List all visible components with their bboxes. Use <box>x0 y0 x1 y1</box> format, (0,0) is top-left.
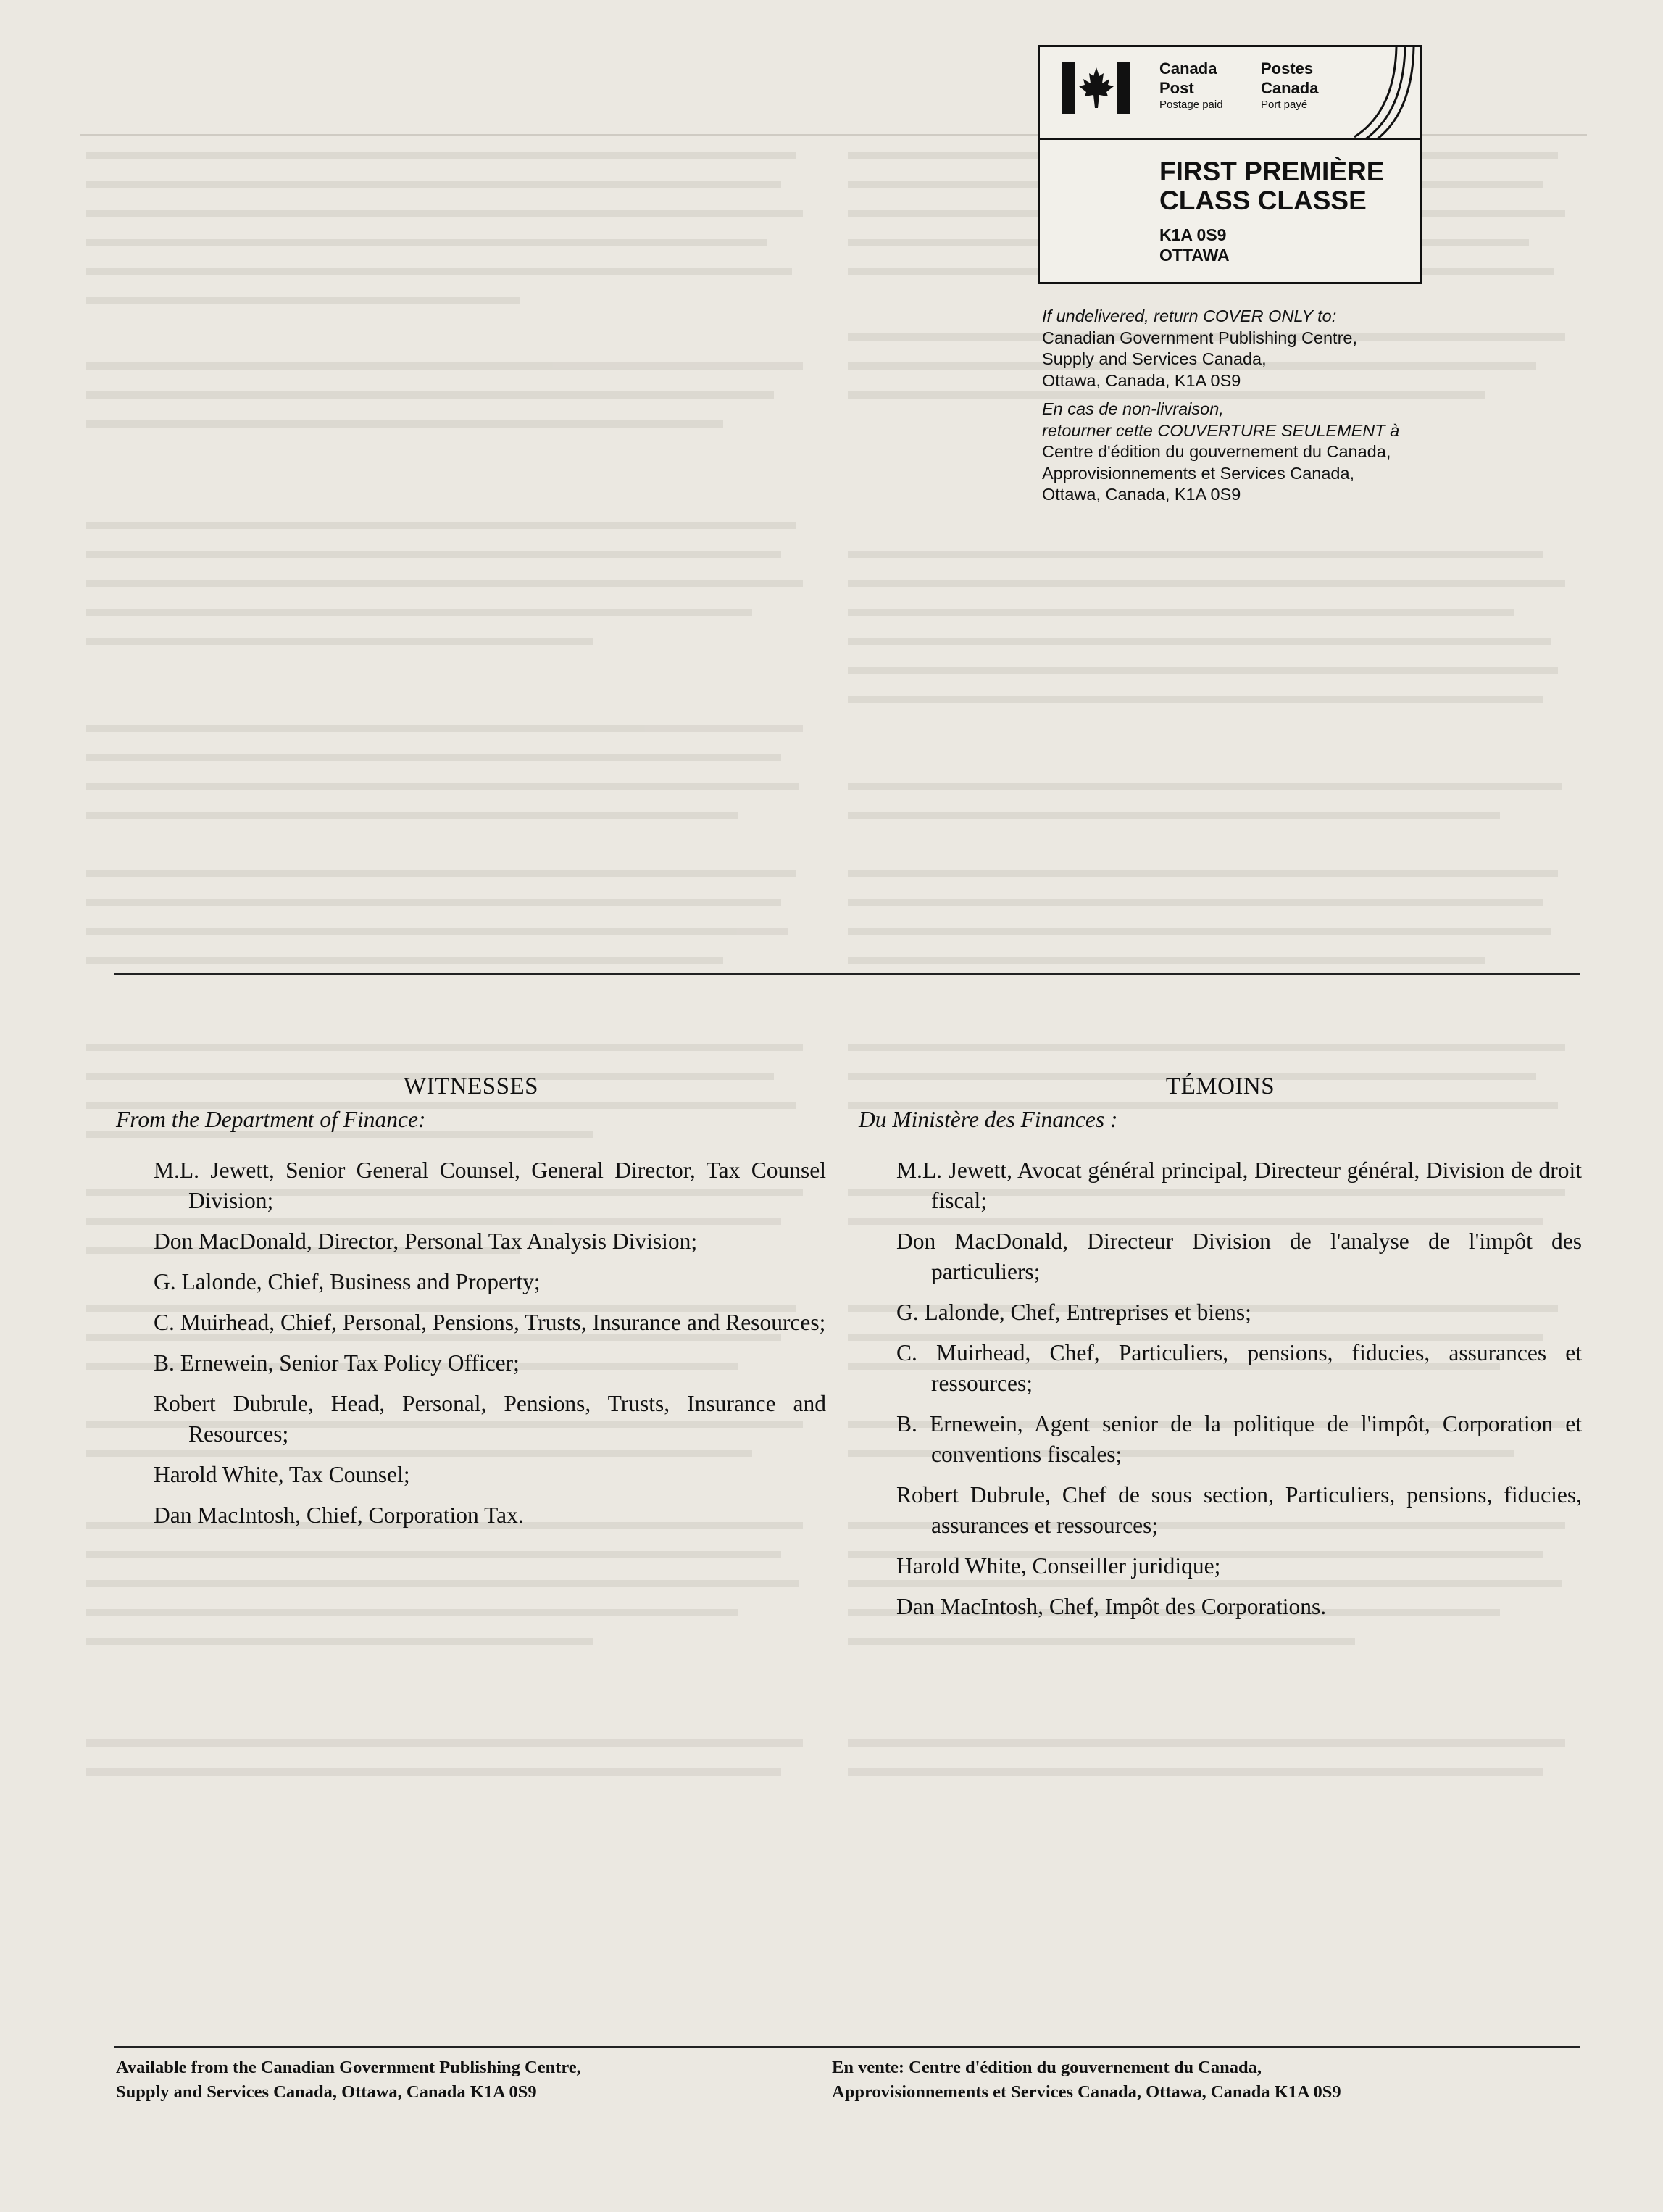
footer-en-line-2: Supply and Services Canada, Ottawa, Canada K1A 0S9 <box>116 2082 537 2102</box>
witness-entry: Harold White, Tax Counsel; <box>154 1462 410 1487</box>
witnesses-subheading-fr: Du Ministère des Finances : <box>859 1107 1118 1132</box>
canada-flag-icon <box>1062 62 1130 114</box>
witness-entry: C. Muirhead, Chief, Personal, Pensions, Trusts, Insurance and Resources; <box>154 1310 826 1335</box>
temoin-entry: Dan MacIntosh, Chef, Impôt des Corporations. <box>896 1594 1327 1619</box>
stamp-separator <box>1040 138 1420 140</box>
witness-entry: M.L. Jewett, Senior General Counsel, General Director, Tax Counsel Division; <box>154 1157 826 1213</box>
temoin-entry: G. Lalonde, Chef, Entreprises et biens; <box>896 1300 1251 1325</box>
return-line-en-1: Canadian Government Publishing Centre, <box>1042 328 1358 347</box>
footer-french <box>832 2055 1578 2105</box>
witnesses-english <box>116 1071 826 1541</box>
class-line-1: FIRST PREMIÈRE <box>1159 157 1385 186</box>
bleed-through-texture-left <box>86 145 810 1921</box>
witness-entry: Don MacDonald, Director, Personal Tax Analysis Division; <box>154 1228 698 1254</box>
brand-en-name: Canada <box>1159 59 1217 78</box>
bleed-through-lines-left <box>86 145 810 1921</box>
brand-en-paid: Postage paid <box>1159 99 1223 111</box>
temoin-entry: Don MacDonald, Directeur Division de l'analyse de l'impôt des particuliers; <box>896 1228 1582 1284</box>
return-heading-fr-2: retourner cette COUVERTURE SEULEMENT à <box>1042 420 1400 440</box>
return-heading-fr-1: En cas de non-livraison, <box>1042 399 1224 418</box>
footer-rule <box>114 2046 1580 2048</box>
postage-stamp <box>1038 45 1422 284</box>
mail-class <box>1159 157 1384 215</box>
brand-fr-paid: Port payé <box>1261 99 1308 111</box>
destination-city: OTTAWA <box>1159 246 1230 265</box>
return-line-fr-2: Approvisionnements et Services Canada, <box>1042 463 1355 483</box>
return-heading-en: If undelivered, return COVER ONLY to: <box>1042 307 1337 325</box>
witness-entry: Dan MacIntosh, Chief, Corporation Tax. <box>154 1502 524 1528</box>
temoin-entry: B. Ernewein, Agent senior de la politique de l'impôt, Corporation et conventions fiscales; <box>896 1411 1582 1467</box>
temoin-entry: M.L. Jewett, Avocat général principal, Directeur général, Division de droit fiscal; <box>896 1157 1582 1213</box>
return-line-en-3: Ottawa, Canada, K1A 0S9 <box>1042 370 1241 390</box>
brand-en-post: Post <box>1159 79 1194 97</box>
return-notice <box>1042 306 1549 506</box>
witness-entry: B. Ernewein, Senior Tax Policy Officer; <box>154 1350 520 1376</box>
footer-english <box>116 2055 812 2105</box>
return-line-fr-1: Centre d'édition du gouvernement du Canada, <box>1042 442 1391 461</box>
stamp-curves-icon <box>1354 47 1420 140</box>
witnesses-heading-en: WITNESSES <box>404 1073 538 1099</box>
postes-canada-brand <box>1261 59 1318 112</box>
postal-code: K1A 0S9 <box>1159 225 1227 244</box>
class-line-2: CLASS CLASSE <box>1159 186 1367 215</box>
footer-en-line-1: Available from the Canadian Government Publishing Centre, <box>116 2058 581 2077</box>
witnesses-subheading-en: From the Department of Finance: <box>116 1107 426 1132</box>
witnesses-heading-fr: TÉMOINS <box>1165 1073 1275 1099</box>
maple-leaf-icon <box>1078 66 1115 109</box>
witness-entry: G. Lalonde, Chief, Business and Property; <box>154 1269 541 1294</box>
return-line-en-2: Supply and Services Canada, <box>1042 349 1267 368</box>
section-divider <box>114 973 1580 975</box>
temoin-entry: Harold White, Conseiller juridique; <box>896 1553 1221 1579</box>
temoin-entry: C. Muirhead, Chef, Particuliers, pensions, fiducies, assurances et ressources; <box>896 1340 1582 1396</box>
temoin-entry: Robert Dubrule, Chef de sous section, Particuliers, pensions, fiducies, assurances et ressources; <box>896 1482 1582 1538</box>
brand-fr-canada: Canada <box>1261 79 1319 97</box>
witness-entry: Robert Dubrule, Head, Personal, Pensions, Trusts, Insurance and Resources; <box>154 1391 826 1447</box>
witnesses-french <box>859 1071 1582 1632</box>
canada-post-brand <box>1159 59 1223 112</box>
footer-fr-line-1: En vente: Centre d'édition du gouvernement du Canada, <box>832 2058 1262 2077</box>
stamp-destination <box>1159 225 1230 265</box>
brand-fr-name: Postes <box>1261 59 1314 78</box>
footer-fr-line-2: Approvisionnements et Services Canada, Ottawa, Canada K1A 0S9 <box>832 2082 1341 2102</box>
return-line-fr-3: Ottawa, Canada, K1A 0S9 <box>1042 485 1241 504</box>
